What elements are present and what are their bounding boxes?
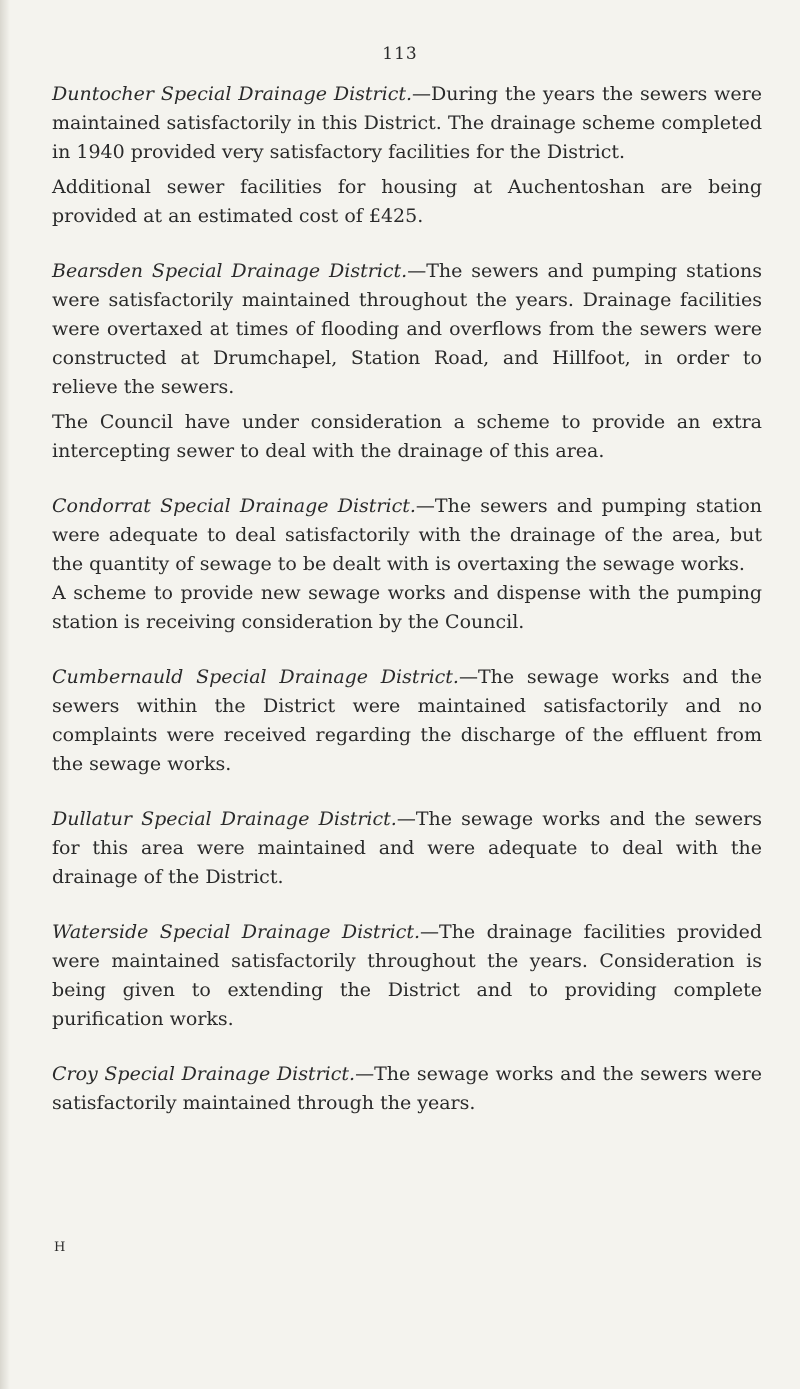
section-heading: Condorrat Special Drainage District.	[52, 495, 416, 517]
paragraph-waterside	[52, 918, 762, 1034]
paragraph-text: —The sewage works and the sewers within the District were maintained satisfactorily and no complaints were received regarding the discharge of the effluent from the sewage works.	[52, 666, 762, 775]
page-number: 113	[382, 44, 418, 64]
paragraph-auchentoshan	[52, 173, 762, 231]
section-heading: Duntocher Special Drainage District.	[52, 83, 413, 105]
paragraph-condorrat	[52, 492, 762, 579]
signature-mark: H	[54, 1240, 67, 1255]
section-heading: Bearsden Special Drainage District.	[52, 260, 408, 282]
paragraph-dullatur	[52, 805, 762, 892]
paragraph-text: —The sewers and pumping stations were satisfactorily maintained throughout the years. Drainage facilities were overtaxed at times of flooding and overflows from the sewers were constructed at Drumchapel, Station Road, and Hillfoot, in order to relieve the sewers.	[52, 260, 762, 398]
paragraph-bearsden	[52, 257, 762, 402]
paragraph-text: A scheme to provide new sewage works and dispense with the pumping station is receiving consideration by the Council.	[52, 582, 762, 633]
paragraph-text: —The sewage works and the sewers for this area were maintained and were adequate to deal with the drainage of the District.	[52, 808, 762, 888]
section-heading: Cumbernauld Special Drainage District.	[52, 666, 459, 688]
paragraph-text: —The sewers and pumping station were adequate to deal satisfactorily with the drainage of the area, but the quantity of sewage to be dealt with is overtaxing the sewage works.	[52, 495, 763, 575]
paragraph-text: —The drainage facilities provided were maintained satisfactorily throughout the years. Consideration is being given to extending the District and to providing complete purification works.	[52, 921, 762, 1030]
page-body	[52, 80, 762, 1118]
paragraph-text: The Council have under consideration a scheme to provide an extra intercepting sewer to deal with the drainage of this area.	[52, 411, 762, 462]
paragraph-bearsden-scheme	[52, 408, 762, 466]
section-heading: Dullatur Special Drainage District.	[52, 808, 397, 830]
paragraph-text: Additional sewer facilities for housing at Auchentoshan are being provided at an estimated cost of £425.	[52, 176, 762, 227]
section-heading: Croy Special Drainage District.	[52, 1063, 356, 1085]
paragraph-duntocher	[52, 80, 762, 167]
paragraph-croy	[52, 1060, 762, 1118]
paragraph-text: —The sewage works and the sewers were satisfactorily maintained through the years.	[52, 1063, 762, 1114]
paragraph-text: —During the years the sewers were maintained satisfactorily in this District. The drainage scheme completed in 1940 provided very satisfactory facilities for the District.	[52, 83, 762, 163]
paragraph-cumbernauld	[52, 663, 762, 779]
page-edge-shadow	[0, 0, 10, 1389]
section-heading: Waterside Special Drainage District.	[52, 921, 421, 943]
paragraph-condorrat-scheme	[52, 579, 762, 637]
